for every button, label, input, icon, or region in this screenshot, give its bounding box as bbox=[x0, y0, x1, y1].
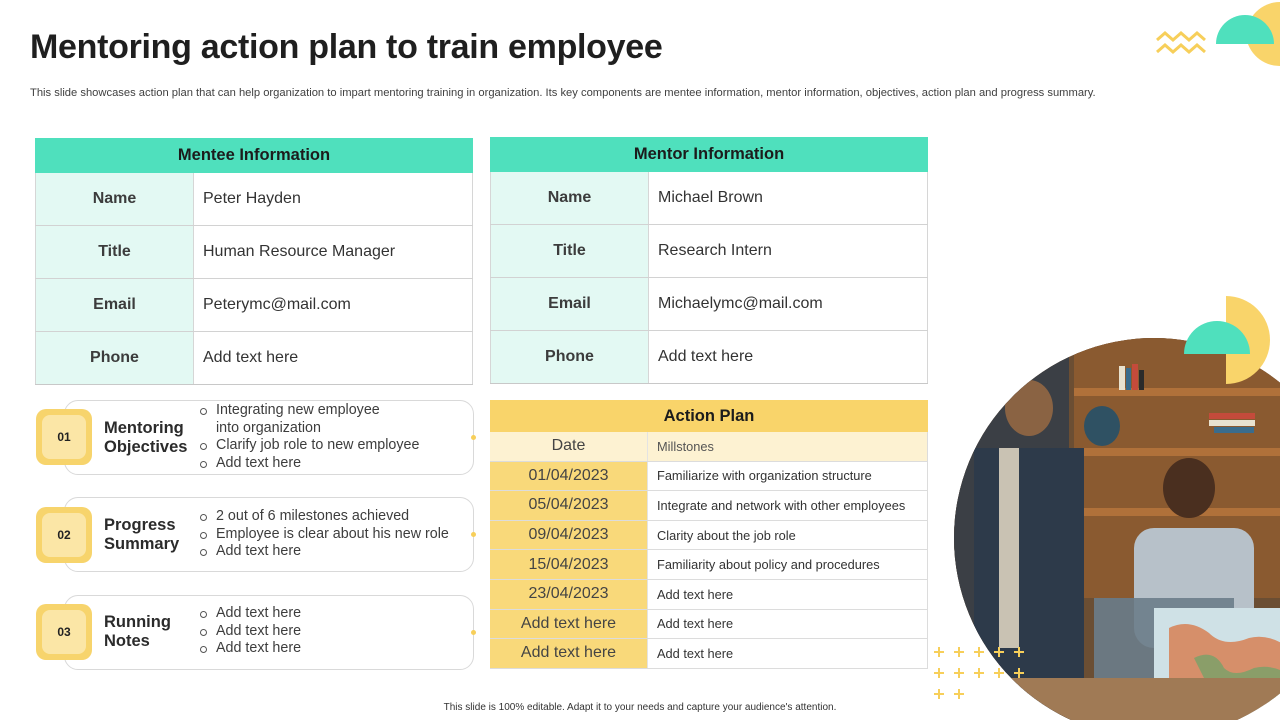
plus-pattern-icon bbox=[932, 644, 1032, 702]
row-value[interactable]: Human Resource Manager bbox=[193, 226, 473, 278]
mentor-table-heading: Mentor Information bbox=[490, 137, 928, 172]
card-bullet-list bbox=[198, 605, 301, 658]
table-row bbox=[490, 550, 928, 580]
row-value[interactable]: Peterymc@mail.com bbox=[193, 279, 473, 331]
row-value[interactable]: Peter Hayden bbox=[193, 173, 473, 225]
table-row bbox=[490, 172, 928, 225]
list-item: Add text here bbox=[198, 543, 449, 561]
milestone-cell[interactable]: Clarity about the job role bbox=[647, 521, 928, 550]
table-row bbox=[490, 639, 928, 669]
connector-dot bbox=[471, 435, 476, 440]
list-item: Add text here bbox=[198, 623, 301, 641]
card-title-line: Notes bbox=[104, 632, 150, 650]
table-row bbox=[490, 278, 928, 331]
semicircle-decoration-icon bbox=[1215, 0, 1280, 70]
card-title-line: Mentoring bbox=[104, 419, 184, 437]
card-title-line: Summary bbox=[104, 535, 180, 553]
row-label: Email bbox=[35, 279, 193, 331]
card-number: 02 bbox=[42, 513, 86, 557]
card-title-line: Running bbox=[104, 613, 171, 631]
card-title bbox=[104, 516, 179, 554]
table-row bbox=[490, 521, 928, 551]
card-number: 01 bbox=[42, 415, 86, 459]
card-bullet-list bbox=[198, 508, 449, 561]
list-item: Add text here bbox=[198, 455, 419, 473]
connector-dot bbox=[471, 532, 476, 537]
action-plan-heading: Action Plan bbox=[490, 400, 928, 432]
list-item: Employee is clear about his new role bbox=[198, 526, 449, 544]
zigzag-decoration-icon bbox=[1155, 30, 1209, 58]
row-label: Name bbox=[490, 172, 648, 224]
milestone-cell[interactable]: Add text here bbox=[647, 580, 928, 609]
row-label: Phone bbox=[490, 331, 648, 383]
card-title bbox=[104, 419, 187, 457]
column-header-milestones: Millstones bbox=[647, 432, 928, 461]
row-value[interactable]: Michaelymc@mail.com bbox=[648, 278, 928, 330]
page-title: Mentoring action plan to train employee bbox=[30, 28, 663, 66]
footer-note: This slide is 100% editable. Adapt it to your needs and capture your audience's attention. bbox=[443, 702, 837, 713]
card-bullet-list bbox=[198, 402, 419, 472]
table-header-row bbox=[490, 432, 928, 462]
date-cell[interactable]: Add text here bbox=[490, 639, 647, 668]
table-row bbox=[35, 279, 473, 332]
table-row bbox=[35, 173, 473, 226]
card-title-line: Objectives bbox=[104, 438, 188, 456]
action-plan-table bbox=[490, 400, 928, 669]
card-number-badge bbox=[36, 507, 92, 563]
connector-dot bbox=[471, 630, 476, 635]
semicircle-decoration-icon bbox=[1183, 296, 1280, 386]
milestone-cell[interactable]: Integrate and network with other employees bbox=[647, 491, 928, 520]
table-row bbox=[490, 491, 928, 521]
mentee-table-heading: Mentee Information bbox=[35, 138, 473, 173]
milestone-cell[interactable]: Add text here bbox=[647, 610, 928, 639]
table-row bbox=[490, 225, 928, 278]
mentor-information-table bbox=[490, 137, 928, 384]
date-cell[interactable]: 01/04/2023 bbox=[490, 462, 647, 491]
row-label: Title bbox=[490, 225, 648, 277]
date-cell[interactable]: 09/04/2023 bbox=[490, 521, 647, 550]
table-row bbox=[35, 226, 473, 279]
list-item: Integrating new employee bbox=[198, 402, 419, 420]
list-item: Add text here bbox=[198, 605, 301, 623]
list-item: 2 out of 6 milestones achieved bbox=[198, 508, 449, 526]
row-value[interactable]: Michael Brown bbox=[648, 172, 928, 224]
row-value[interactable]: Add text here bbox=[648, 331, 928, 383]
list-item: into organization bbox=[216, 419, 321, 436]
list-item: Add text here bbox=[198, 640, 301, 658]
card-number: 03 bbox=[42, 610, 86, 654]
card-number-badge bbox=[36, 604, 92, 660]
row-value[interactable]: Research Intern bbox=[648, 225, 928, 277]
card-number-badge bbox=[36, 409, 92, 465]
milestone-cell[interactable]: Add text here bbox=[647, 639, 928, 668]
date-cell[interactable]: Add text here bbox=[490, 610, 647, 639]
row-value[interactable]: Add text here bbox=[193, 332, 473, 384]
table-row bbox=[490, 610, 928, 640]
milestone-cell[interactable]: Familiarity about policy and procedures bbox=[647, 550, 928, 579]
table-row bbox=[490, 580, 928, 610]
date-cell[interactable]: 05/04/2023 bbox=[490, 491, 647, 520]
row-label: Name bbox=[35, 173, 193, 225]
date-cell[interactable]: 15/04/2023 bbox=[490, 550, 647, 579]
milestone-cell[interactable]: Familiarize with organization structure bbox=[647, 462, 928, 491]
table-row bbox=[490, 331, 928, 384]
row-label: Title bbox=[35, 226, 193, 278]
row-label: Email bbox=[490, 278, 648, 330]
mentee-information-table bbox=[35, 138, 473, 385]
date-cell[interactable]: 23/04/2023 bbox=[490, 580, 647, 609]
row-label: Phone bbox=[35, 332, 193, 384]
list-item: Clarify job role to new employee bbox=[198, 437, 419, 455]
table-row bbox=[35, 332, 473, 385]
table-row bbox=[490, 462, 928, 492]
card-title-line: Progress bbox=[104, 516, 176, 534]
page-subtitle: This slide showcases action plan that can help organization to impart mentoring training in organization. Its key components are mentee information, mentor information, objectives, action plan and progress summary. bbox=[30, 87, 1096, 99]
card-title bbox=[104, 613, 171, 651]
column-header-date: Date bbox=[490, 432, 647, 461]
